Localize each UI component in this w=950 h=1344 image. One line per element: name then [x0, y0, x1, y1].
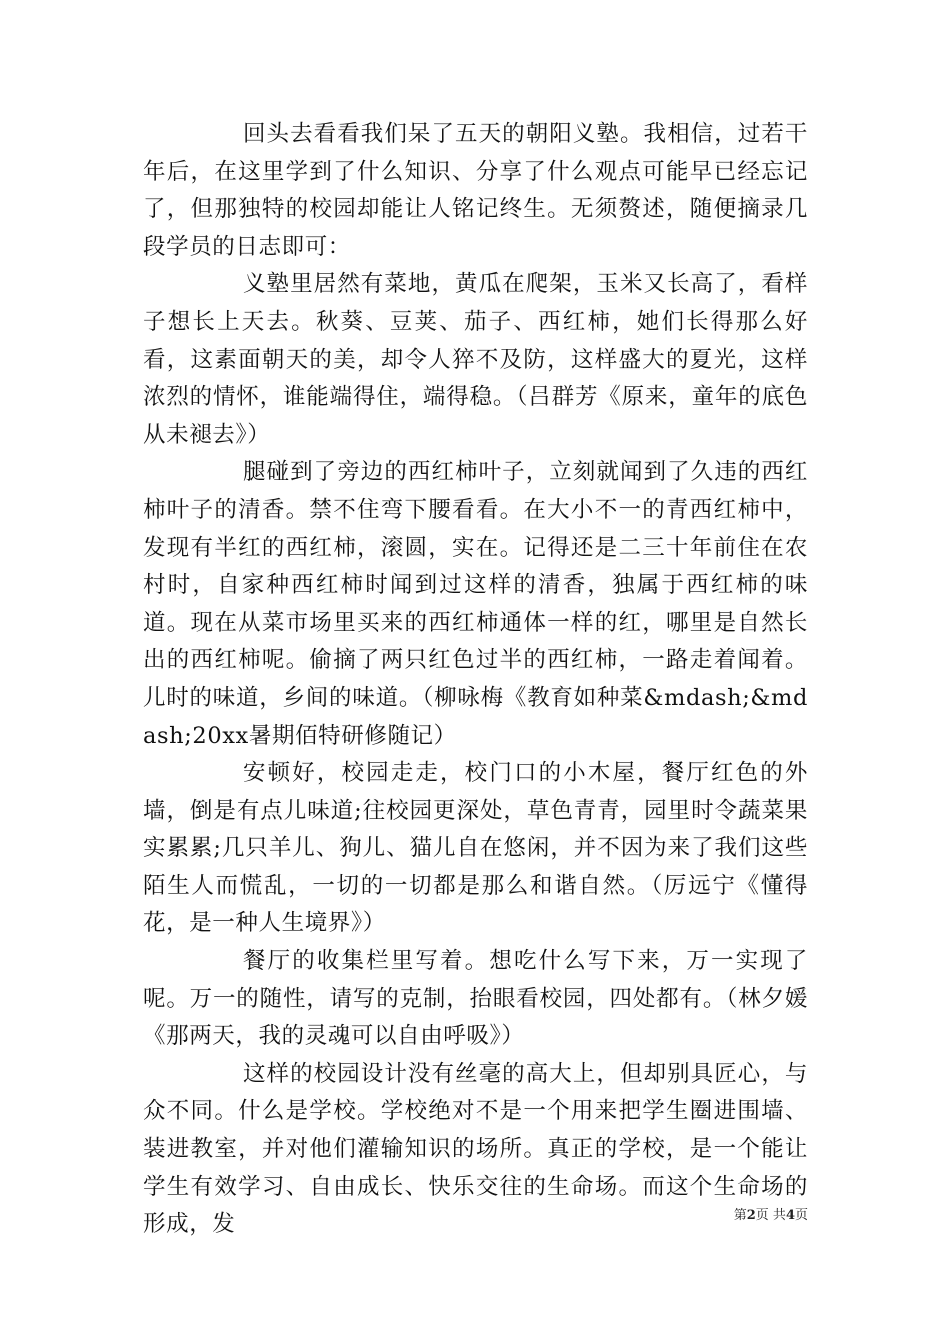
paragraph-quote-liu-yongmei: 腿碰到了旁边的西红柿叶子，立刻就闻到了久违的西红柿叶子的清香。禁不住弯下腰看看。在大小不一的青西红柿中，发现有半红的西红柿，滚圆，实在。记得还是二三十年前住在农村时，自家种西红柿时闻到过这样的清香，独属于西红柿的味道。现在从菜市场里买来的西红柿通体一样的红，哪里是自然长出的西红柿呢。偷摘了两只红色过半的西红柿，一路走着闻着。儿时的味道，乡间的味道。（柳咏梅《教育如种菜&mdash;&mdash;20xx暑期佰特研修随记） — [143, 459, 808, 749]
paragraph-intro: 回头去看看我们呆了五天的朝阳义塾。我相信，过若干年后，在这里学到了什么知识、分享了什么观点可能早已经忘记了，但那独特的校园却能让人铭记终生。无须赘述，随便摘录几段学员的日志即可： — [143, 121, 808, 260]
footer-suffix: 页 — [794, 1208, 808, 1223]
paragraph-quote-li-yuanning: 安顿好，校园走走，校门口的小木屋，餐厅红色的外墙，倒是有点儿味道;往校园更深处，草色青青，园里时令蔬菜果实累累;几只羊儿、狗儿、猫儿自在悠闲，并不因为来了我们这些陌生人而慌乱，一切的一切都是那么和谐自然。（厉远宁《懂得花，是一种人生境界》） — [143, 760, 808, 937]
footer-prefix: 第 — [733, 1208, 747, 1223]
paragraph-quote-lv-qunfang: 义塾里居然有菜地，黄瓜在爬架，玉米又长高了，看样子想长上天去。秋葵、豆荚、茄子、西红柿，她们长得那么好看，这素面朝天的美，却令人猝不及防，这样盛大的夏光，这样浓烈的情怀，谁能端得住，端得稳。（吕群芳《原来，童年的底色从未褪去》） — [143, 271, 808, 448]
page-footer — [734, 1204, 808, 1223]
footer-total-pages: 4 — [785, 1208, 795, 1223]
document-body — [143, 116, 808, 1244]
footer-middle: 页 共 — [755, 1208, 786, 1223]
paragraph-campus-design: 这样的校园设计没有丝毫的高大上，但却别具匠心，与众不同。什么是学校。学校绝对不是一个用来把学生圈进围墙、装进教室，并对他们灌输知识的场所。真正的学校，是一个能让学生有效学习、自由成长、快乐交往的生命场。而这个生命场的形成，发 — [143, 1060, 808, 1238]
paragraph-quote-lin-xiyuan: 餐厅的收集栏里写着。想吃什么写下来，万一实现了呢。万一的随性，请写的克制，抬眼看校园，四处都有。（林夕媛《那两天，我的灵魂可以自由呼吸》） — [143, 948, 808, 1050]
footer-current-page: 2 — [746, 1208, 756, 1223]
